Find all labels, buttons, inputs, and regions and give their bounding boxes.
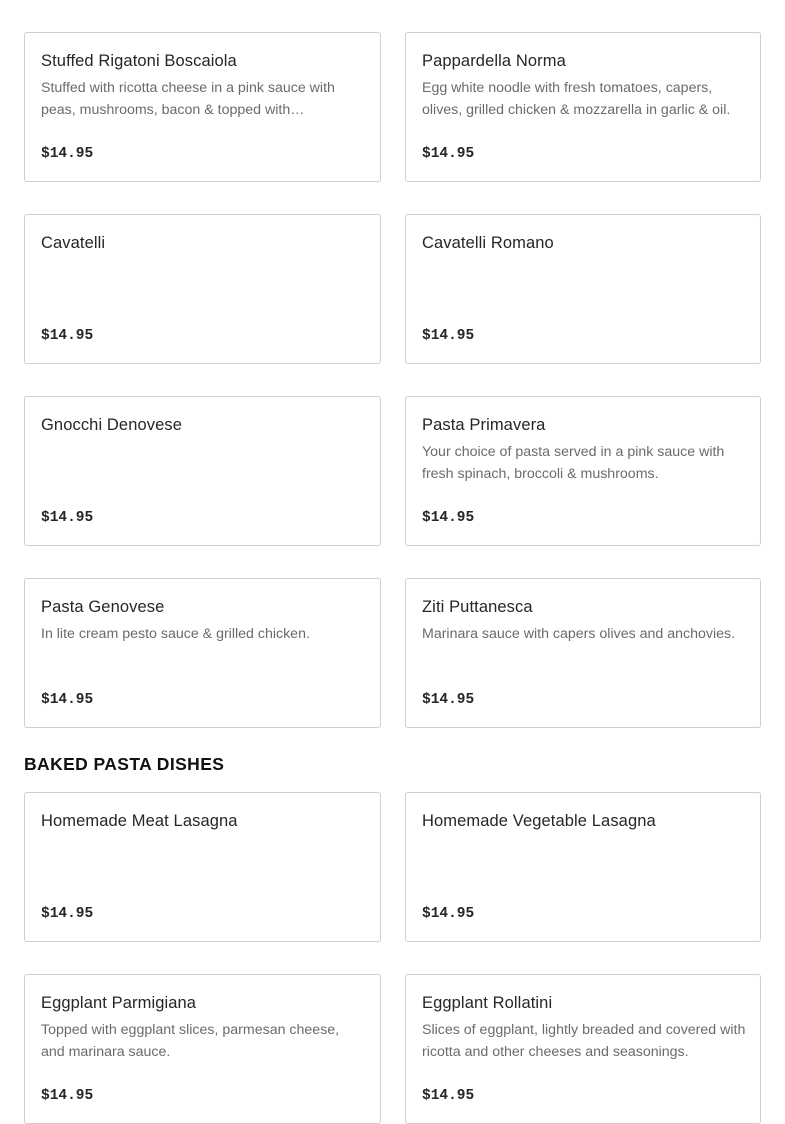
menu-item-card[interactable] [24,792,381,942]
item-description: Slices of eggplant, lightly breaded and covered with ricotta and other cheeses and seasonings. [422,1022,746,1060]
item-price: $14.95 [41,510,94,526]
menu-item-card[interactable] [405,32,761,182]
item-price: $14.95 [422,692,475,708]
item-price: $14.95 [41,328,94,344]
item-price: $14.95 [41,1088,94,1104]
menu-item-card[interactable] [24,214,381,364]
item-description: Egg white noodle with fresh tomatoes, capers, olives, grilled chicken & mozzarella in garlic & oil. [422,80,731,118]
pasta-items-grid [24,32,761,728]
item-name: Pasta Genovese [41,598,165,616]
menu-item-card[interactable] [24,396,381,546]
item-description: Marinara sauce with capers olives and anchovies. [422,626,736,642]
item-description: In lite cream pesto sauce & grilled chicken. [41,626,310,642]
item-price: $14.95 [41,692,94,708]
item-price: $14.95 [41,146,94,162]
menu-item-card[interactable] [24,578,381,728]
menu-item-card[interactable] [405,578,761,728]
item-description: Stuffed with ricotta cheese in a pink sauce with peas, mushrooms, bacon & topped with… [41,80,335,118]
section-heading: BAKED PASTA DISHES [24,754,225,774]
item-price: $14.95 [422,146,475,162]
menu-item-card[interactable] [24,974,381,1124]
item-description: Topped with eggplant slices, parmesan cheese, and marinara sauce. [41,1022,340,1060]
item-description: Your choice of pasta served in a pink sauce with fresh spinach, broccoli & mushrooms. [422,444,725,482]
item-name: Gnocchi Denovese [41,416,183,434]
baked-items-grid [24,792,761,1124]
item-price: $14.95 [422,328,475,344]
item-name: Ziti Puttanesca [422,598,533,616]
item-price: $14.95 [422,906,475,922]
item-name: Homemade Vegetable Lasagna [422,812,656,830]
menu-item-card[interactable] [405,214,761,364]
item-price: $14.95 [422,1088,475,1104]
item-name: Pasta Primavera [422,416,546,434]
item-name: Pappardella Norma [422,52,566,70]
item-price: $14.95 [422,510,475,526]
menu-item-card[interactable] [405,396,761,546]
item-name: Homemade Meat Lasagna [41,812,238,830]
menu-item-card[interactable] [405,974,761,1124]
item-name: Stuffed Rigatoni Boscaiola [41,52,237,70]
menu-item-card[interactable] [24,32,381,182]
item-name: Eggplant Parmigiana [41,994,197,1012]
item-name: Cavatelli [41,234,106,252]
item-price: $14.95 [41,906,94,922]
menu-item-card[interactable] [405,792,761,942]
item-name: Cavatelli Romano [422,234,554,252]
item-name: Eggplant Rollatini [422,994,553,1012]
